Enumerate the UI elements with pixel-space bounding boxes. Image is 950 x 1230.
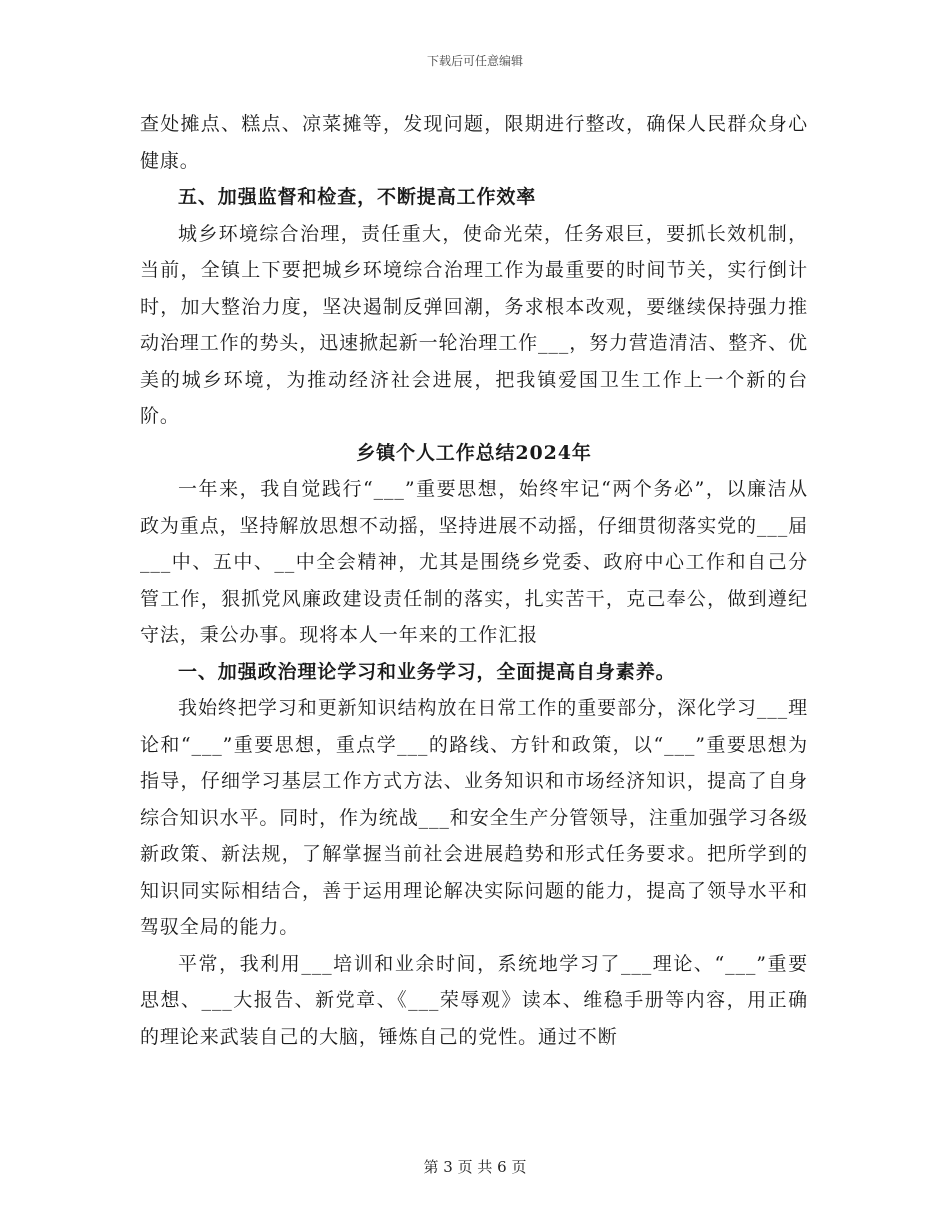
paragraph-continuation: 查处摊点、糕点、凉菜摊等，发现问题，限期进行整改，确保人民群众身心健康。	[140, 113, 808, 172]
header-note: 下载后可任意编辑	[426, 54, 523, 68]
paragraph-routine: 平常，我利用___培训和业余时间，系统地学习了___理论、“___”重要思想、___大报告、新党章、《___荣辱观》读本、维稳手册等内容，用正确的理论来武装自己的大脑，锤炼自己的党性。通过不断	[140, 952, 808, 1048]
paragraph-governance: 城乡环境综合治理，责任重大，使命光荣，任务艰巨，要抓长效机制，当前，全镇上下要把城乡环境综合治理工作为最重要的时间节关，实行倒计时，加大整治力度，坚决遏制反弹回潮，务求根本改观，要继续保持强力推动治理工作的势头，迅速掀起新一轮治理工作___，努力营造清洁、整齐、优美的城乡环境，为推动经济社会进展，把我镇爱国卫生工作上一个新的台阶。	[140, 222, 809, 427]
section-heading-1: 一、加强政治理论学习和业务学习，全面提高自身素养。	[178, 660, 676, 683]
document-body	[140, 106, 808, 1055]
paragraph-intro: 一年来，我自觉践行“___”重要思想，始终牢记“两个务必”，以廉洁从政为重点，坚持解放思想不动摇，坚持进展不动摇，仔细贯彻落实党的___届___中、五中、__中全会精神，尤其是围绕乡党委、政府中心工作和自己分管工作，狠抓党风廉政建设责任制的落实，扎实苦干，克己奉公，做到遵纪守法，秉公办事。现将本人一年来的工作汇报	[140, 478, 809, 646]
document-title: 乡镇个人工作总结2024年	[356, 441, 592, 464]
paragraph-study: 我始终把学习和更新知识结构放在日常工作的重要部分，深化学习___理论和“___”重要思想，重点学___的路线、方针和政策，以“___”重要思想为指导，仔细学习基层工作方式方法、业务知识和市场经济知识，提高了自身综合知识水平。同时，作为统战___和安全生产分管领导，注重加强学习各级新政策、新法规，了解掌握当前社会进展趋势和形式任务要求。把所学到的知识同实际相结合，善于运用理论解决实际问题的能力，提高了领导水平和驾驭全局的能力。	[140, 697, 809, 938]
page-number: 第 3 页 共 6 页	[423, 1158, 527, 1176]
section-heading-5: 五、加强监督和检查，不断提高工作效率	[178, 186, 537, 208]
